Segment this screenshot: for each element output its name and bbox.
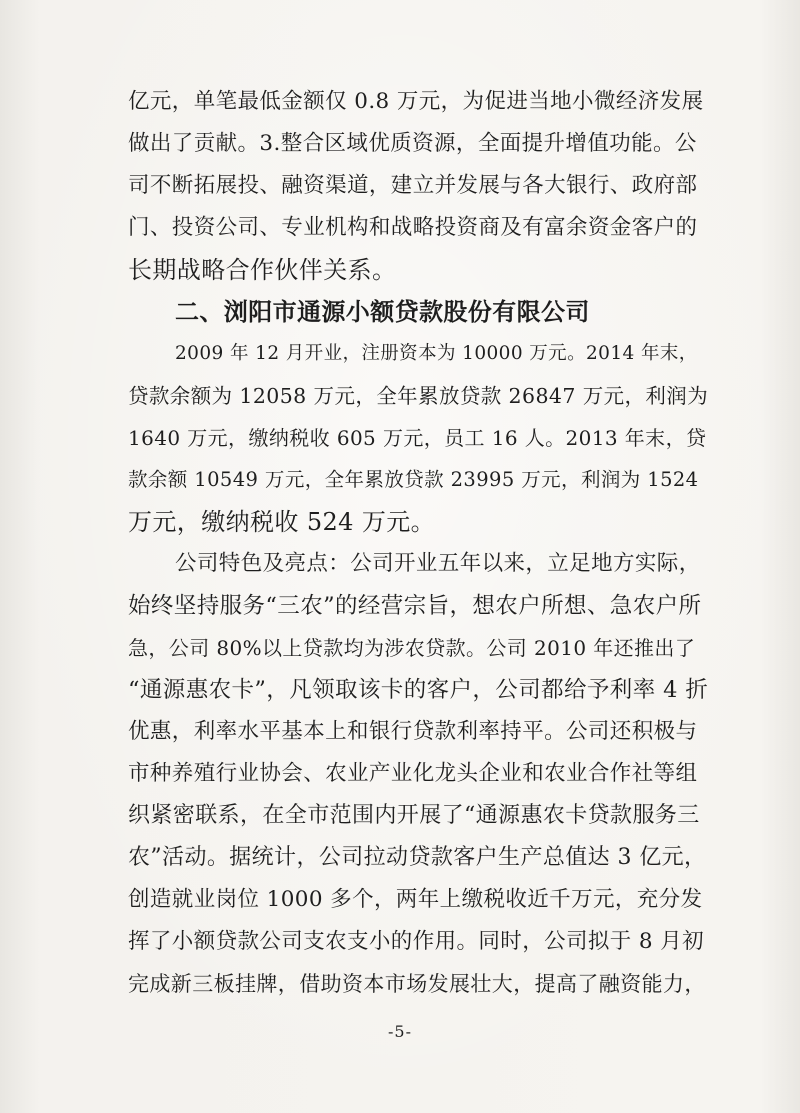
text-line: “通源惠农卡”，凡领取该卡的客户，公司都给予利率 4 折: [128, 677, 709, 703]
text-line: 织紧密联系，在全市范围内开展了“通源惠农卡贷款服务三: [128, 803, 700, 828]
text-line: 万元，缴纳税收 524 万元。: [128, 508, 436, 536]
text-line: 完成新三板挂牌，借助资本市场发展壮大，提高了融资能力，: [128, 972, 706, 996]
text-line: 急，公司 80%以上贷款均为涉农贷款。公司 2010 年还推出了: [128, 636, 696, 660]
text-line: 优惠，利率水平基本上和银行贷款利率持平。公司还积极与: [128, 719, 698, 744]
text-line: 款余额 10549 万元，全年累放贷款 23995 万元，利润为 1524: [128, 468, 699, 491]
text-line: 贷款余额为 12058 万元，全年累放贷款 26847 万元，利润为: [128, 384, 709, 408]
text-line: 市种养殖行业协会、农业产业化龙头企业和农业合作社等组: [128, 761, 698, 786]
text-line: 门、投资公司、专业机构和战略投资商及有富余资金客户的: [128, 215, 698, 240]
text-line: 挥了小额贷款公司支农支小的作用。同时，公司拟于 8 月初: [128, 929, 705, 954]
text-line: 2009 年 12 月开业，注册资本为 10000 万元。2014 年末，: [175, 343, 698, 364]
text-line: 始终坚持服务“三农”的经营宗旨，想农户所想、急农户所: [128, 593, 702, 619]
text-line: 亿元，单笔最低金额仅 0.8 万元，为促进当地小微经济发展: [128, 89, 704, 114]
text-line: 农”活动。据统计，公司拉动贷款客户生产总值达 3 亿元，: [128, 845, 707, 870]
text-line: 1640 万元，缴纳税收 605 万元，员工 16 人。2013 年末，贷: [128, 426, 707, 450]
section-heading: 二、浏阳市通源小额贷款股份有限公司: [175, 297, 590, 326]
page-number: -5-: [388, 1022, 412, 1041]
text-line: 创造就业岗位 1000 多个，两年上缴税收近千万元，充分发: [128, 887, 703, 912]
text-line: 长期战略合作伙伴关系。: [128, 256, 397, 284]
text-line: 司不断拓展投、融资渠道，建立并发展与各大银行、政府部: [128, 173, 698, 198]
text-line: 公司特色及亮点：公司开业五年以来，立足地方实际，: [175, 551, 701, 576]
text-line: 做出了贡献。3.整合区域优质资源，全面提升增值功能。公: [128, 131, 697, 156]
